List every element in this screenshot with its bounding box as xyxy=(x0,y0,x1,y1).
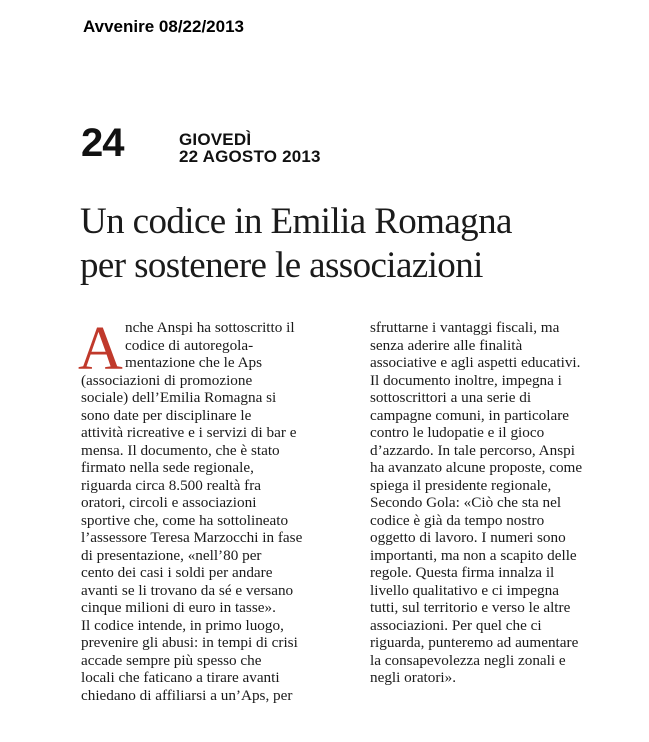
article-text-line: spiega il presidente regionale, xyxy=(370,476,552,494)
article-text-line: codice è già da tempo nostro xyxy=(370,511,545,529)
article-text-line: di presentazione, «nell’80 per xyxy=(81,546,262,564)
article-text-line: importanti, ma non a scapito delle xyxy=(370,546,577,564)
article-text-line: campagne comuni, in particolare xyxy=(370,406,570,424)
article-text-line: sociale) dell’Emilia Romagna si xyxy=(81,389,277,406)
article-text-line: prevenire gli abusi: in tempi di crisi xyxy=(81,634,298,651)
dateline-day: GIOVEDÌ xyxy=(179,130,252,149)
article-column-2 xyxy=(370,319,642,687)
article-text-line: oggetto di lavoro. I numeri sono xyxy=(370,529,566,546)
headline-line-2: per sostenere le associazioni xyxy=(80,245,483,286)
article-text-line: chiedano di affiliarsi a un’Aps, per xyxy=(81,686,293,704)
article-text-line: sportive che, come ha sottolineato xyxy=(81,511,289,529)
article-text-line: codice di autoregola- xyxy=(125,336,254,354)
article-text-line: (associazioni di promozione xyxy=(81,371,253,389)
article-text-line: sottoscrittori a una serie di xyxy=(370,389,532,406)
page-number: 24 xyxy=(81,121,124,165)
article-text-line: accade sempre più spesso che xyxy=(81,651,262,669)
article-text-line: associazioni. Per quel che ci xyxy=(370,616,542,634)
headline xyxy=(80,200,512,288)
article-text-line: regole. Questa firma innalza il xyxy=(370,564,555,581)
article-text-line: oratori, circoli e associazioni xyxy=(81,494,257,511)
article-text-line: Il codice intende, in primo luogo, xyxy=(81,616,284,634)
article-text-line: locali che faticano a tirare avanti xyxy=(81,669,280,686)
article-text-line: senza aderire alle finalità xyxy=(370,336,523,354)
article-text-line: cinque milioni di euro in tasse». xyxy=(81,599,276,616)
article-text-line: sfruttarne i vantaggi fiscali, ma xyxy=(370,319,560,336)
article-text-line: associative e agli aspetti educativi. xyxy=(370,354,581,371)
article-text-line: d’azzardo. In tale percorso, Anspi xyxy=(370,441,575,459)
article-text-line: mensa. Il documento, che è stato xyxy=(81,441,280,459)
article-text-line: ha avanzato alcune proposte, come xyxy=(370,459,583,476)
source-line: Avvenire 08/22/2013 xyxy=(83,17,244,36)
article-text-line: livello qualitativo e ci impegna xyxy=(370,581,559,599)
article-text-line: contro le ludopatie e il gioco xyxy=(370,424,545,441)
article-text-line: tutti, sul territorio e verso le altre xyxy=(370,599,571,616)
article-text-line: Il documento inoltre, impegna i xyxy=(370,371,562,389)
article-text-line: negli oratori». xyxy=(370,669,457,686)
drop-cap: A xyxy=(78,315,123,383)
article-text-line: mentazione che le Aps xyxy=(125,354,263,371)
headline-line-1: Un codice in Emilia Romagna xyxy=(80,201,512,242)
article-text-line: cento dei casi i soldi per andare xyxy=(81,564,273,581)
article-text-line: attività ricreative e i servizi di bar e xyxy=(81,424,297,441)
article-text-line: avanti se li trovano da sé e versano xyxy=(81,581,294,599)
article-text-line: sono date per disciplinare le xyxy=(81,406,252,424)
dateline xyxy=(179,131,321,165)
dateline-date: 22 AGOSTO 2013 xyxy=(179,147,321,166)
article-text-line: l’assessore Teresa Marzocchi in fase xyxy=(81,529,303,546)
article-text-line: nche Anspi ha sottoscritto il xyxy=(125,319,295,336)
article-text-line: la consapevolezza negli zonali e xyxy=(370,651,566,669)
article-text-line: riguarda circa 8.500 realtà fra xyxy=(81,476,262,494)
article-text-line: firmato nella sede regionale, xyxy=(81,459,254,476)
article-text-line: riguarda, punteremo ad aumentare xyxy=(370,634,579,651)
article-text-line: Secondo Gola: «Ciò che sta nel xyxy=(370,494,562,511)
article-column-1 xyxy=(81,319,361,704)
